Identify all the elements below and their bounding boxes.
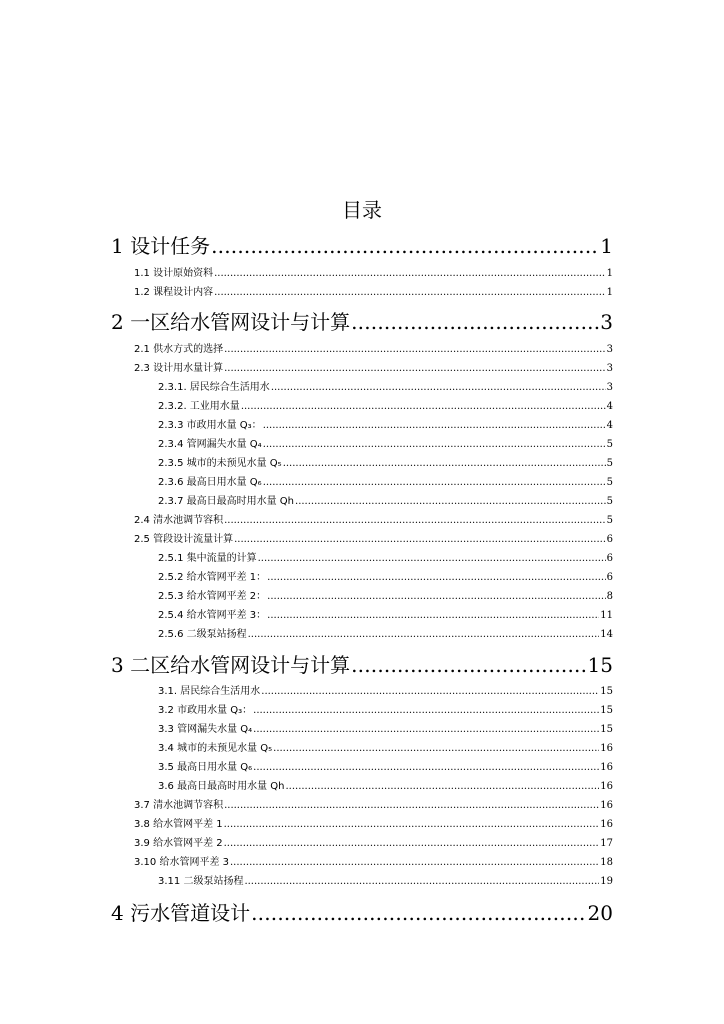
toc-label: 3.6 最高日最高时用水量 Qh <box>158 781 285 792</box>
leader-dots <box>267 588 605 606</box>
toc-page: 6 <box>606 572 613 583</box>
toc-label: 3.3 管网漏失水量 Q₄ <box>158 724 253 735</box>
toc-label: 2 一区给水管网设计与计算 <box>111 310 351 334</box>
toc-label: 2.3.2. 工业用水量 <box>158 401 240 412</box>
toc-entry-subsection[interactable] <box>158 607 613 625</box>
toc-page: 15 <box>600 686 613 697</box>
leader-dots <box>273 740 599 758</box>
toc-label: 2.3.5 城市的未预见水量 Q₅ <box>158 458 282 469</box>
leader-dots <box>351 651 586 679</box>
toc-label: 2.3.1. 居民综合生活用水 <box>158 382 270 393</box>
toc-entry-section[interactable] <box>134 797 613 815</box>
toc-entry-chapter[interactable] <box>111 899 613 927</box>
toc-page: 6 <box>606 553 613 564</box>
toc-label: 2.5.4 给水管网平差 3： <box>158 610 267 621</box>
toc-page: 16 <box>600 743 613 754</box>
toc-label: 2.3 设计用水量计算 <box>134 363 224 374</box>
toc-entry-subsection[interactable] <box>158 740 613 758</box>
toc-label: 2.1 供水方式的选择 <box>134 344 224 355</box>
leader-dots <box>248 626 600 644</box>
leader-dots <box>214 284 606 302</box>
toc-entry-section[interactable] <box>134 265 613 283</box>
toc-entry-section[interactable] <box>134 854 613 872</box>
toc-label: 2.4 清水池调节容积 <box>134 515 224 526</box>
leader-dots <box>253 702 599 720</box>
leader-dots <box>267 607 599 625</box>
toc-label: 2.5.6 二级泵站扬程 <box>158 629 247 640</box>
leader-dots <box>211 232 599 260</box>
toc-label: 3.7 清水池调节容积 <box>134 800 224 811</box>
toc-entry-subsection[interactable] <box>158 398 613 416</box>
toc-entry-subsection[interactable] <box>158 417 613 435</box>
toc-entry-section[interactable] <box>134 531 613 549</box>
toc-page: 8 <box>606 591 613 602</box>
toc-page: 5 <box>606 439 613 450</box>
toc-page: 16 <box>600 781 613 792</box>
leader-dots <box>244 873 599 891</box>
toc-entry-subsection[interactable] <box>158 550 613 568</box>
leader-dots <box>224 512 606 530</box>
leader-dots <box>283 455 606 473</box>
leader-dots <box>253 759 599 777</box>
toc-entry-chapter[interactable] <box>111 308 613 336</box>
toc-page: 1 <box>606 268 613 279</box>
toc-page: 1 <box>606 287 613 298</box>
toc-page: 5 <box>606 515 613 526</box>
toc-entry-subsection[interactable] <box>158 683 613 701</box>
toc-page: 5 <box>606 458 613 469</box>
toc-label: 2.5.1 集中流量的计算 <box>158 553 257 564</box>
toc-entry-subsection[interactable] <box>158 588 613 606</box>
toc-label: 2.5 管段设计流量计算 <box>134 534 234 545</box>
toc-entry-subsection[interactable] <box>158 778 613 796</box>
leader-dots <box>295 493 606 511</box>
leader-dots <box>214 265 606 283</box>
toc-label: 3.1. 居民综合生活用水 <box>158 686 261 697</box>
toc-entry-section[interactable] <box>134 360 613 378</box>
toc-entry-chapter[interactable] <box>111 651 613 679</box>
toc-page: 20 <box>587 901 613 925</box>
toc-page: 11 <box>600 610 613 621</box>
toc-entry-subsection[interactable] <box>158 702 613 720</box>
leader-dots <box>234 531 606 549</box>
toc-page: 6 <box>606 534 613 545</box>
leader-dots <box>261 683 599 701</box>
toc-page: 18 <box>600 857 613 868</box>
leader-dots <box>224 360 606 378</box>
leader-dots <box>253 721 599 739</box>
toc-page: 3 <box>606 344 613 355</box>
leader-dots <box>351 308 599 336</box>
leader-dots <box>285 778 599 796</box>
leader-dots <box>271 379 606 397</box>
toc-page: 4 <box>606 401 613 412</box>
toc-entry-subsection[interactable] <box>158 474 613 492</box>
toc-page: 3 <box>606 382 613 393</box>
toc-entry-section[interactable] <box>134 835 613 853</box>
toc-page: 16 <box>600 819 613 830</box>
leader-dots <box>224 797 599 815</box>
toc-page: 19 <box>600 876 613 887</box>
leader-dots <box>258 550 606 568</box>
toc-label: 3.5 最高日用水量 Q₆ <box>158 762 253 773</box>
leader-dots <box>230 854 599 872</box>
toc-page: 15 <box>600 724 613 735</box>
toc-page: 5 <box>606 496 613 507</box>
toc-page: 3 <box>600 310 613 334</box>
toc-entry-subsection[interactable] <box>158 379 613 397</box>
toc-page: 16 <box>600 800 613 811</box>
toc-label: 1 设计任务 <box>111 234 211 258</box>
leader-dots <box>224 341 606 359</box>
toc-page: 17 <box>600 838 613 849</box>
leader-dots <box>224 835 600 853</box>
toc-label: 3.8 给水管网平差 1 <box>134 819 223 830</box>
toc-entry-section[interactable] <box>134 816 613 834</box>
toc-label: 2.3.4 管网漏失水量 Q₄ <box>158 439 262 450</box>
toc-page: 1 <box>600 234 613 258</box>
toc-entry-section[interactable] <box>134 284 613 302</box>
toc-entry-subsection[interactable] <box>158 436 613 454</box>
toc-label: 3.4 城市的未预见水量 Q₅ <box>158 743 273 754</box>
toc-label: 2.3.7 最高日最高时用水量 Qh <box>158 496 295 507</box>
leader-dots <box>263 417 606 435</box>
leader-dots <box>251 899 586 927</box>
leader-dots <box>267 569 605 587</box>
toc-label: 3.11 二级泵站扬程 <box>158 876 244 887</box>
toc-entry-section[interactable] <box>134 512 613 530</box>
toc-title: 目录 <box>342 198 382 222</box>
toc-label: 2.5.3 给水管网平差 2： <box>158 591 267 602</box>
toc-page: 15 <box>600 705 613 716</box>
toc-entry-subsection[interactable] <box>158 569 613 587</box>
toc-label: 2.5.2 给水管网平差 1： <box>158 572 267 583</box>
toc-label: 3.9 给水管网平差 2 <box>134 838 223 849</box>
leader-dots <box>263 474 606 492</box>
toc-label: 4 污水管道设计 <box>111 901 251 925</box>
toc-entry-subsection[interactable] <box>158 493 613 511</box>
toc-label: 3.2 市政用水量 Q₃： <box>158 705 253 716</box>
toc-page: 5 <box>606 477 613 488</box>
toc-page: 4 <box>606 420 613 431</box>
toc-label: 1.1 设计原始资料 <box>134 268 214 279</box>
toc-page: 16 <box>600 762 613 773</box>
toc-label: 3 二区给水管网设计与计算 <box>111 653 351 677</box>
toc-entry-subsection[interactable] <box>158 626 613 644</box>
toc-entry-subsection[interactable] <box>158 759 613 777</box>
toc-label: 2.3.6 最高日用水量 Q₆ <box>158 477 262 488</box>
toc-page: 3 <box>606 363 613 374</box>
leader-dots <box>224 816 600 834</box>
toc-label: 2.3.3 市政用水量 Q₃： <box>158 420 262 431</box>
leader-dots <box>241 398 606 416</box>
toc-page: 14 <box>600 629 613 640</box>
toc-entry-subsection[interactable] <box>158 455 613 473</box>
toc-entry-subsection[interactable] <box>158 873 613 891</box>
toc-entry-chapter[interactable] <box>111 232 613 260</box>
toc-entry-subsection[interactable] <box>158 721 613 739</box>
toc-label: 3.10 给水管网平差 3 <box>134 857 229 868</box>
toc-page: 15 <box>587 653 613 677</box>
toc-label: 1.2 课程设计内容 <box>134 287 214 298</box>
leader-dots <box>263 436 606 454</box>
toc-entry-section[interactable] <box>134 341 613 359</box>
